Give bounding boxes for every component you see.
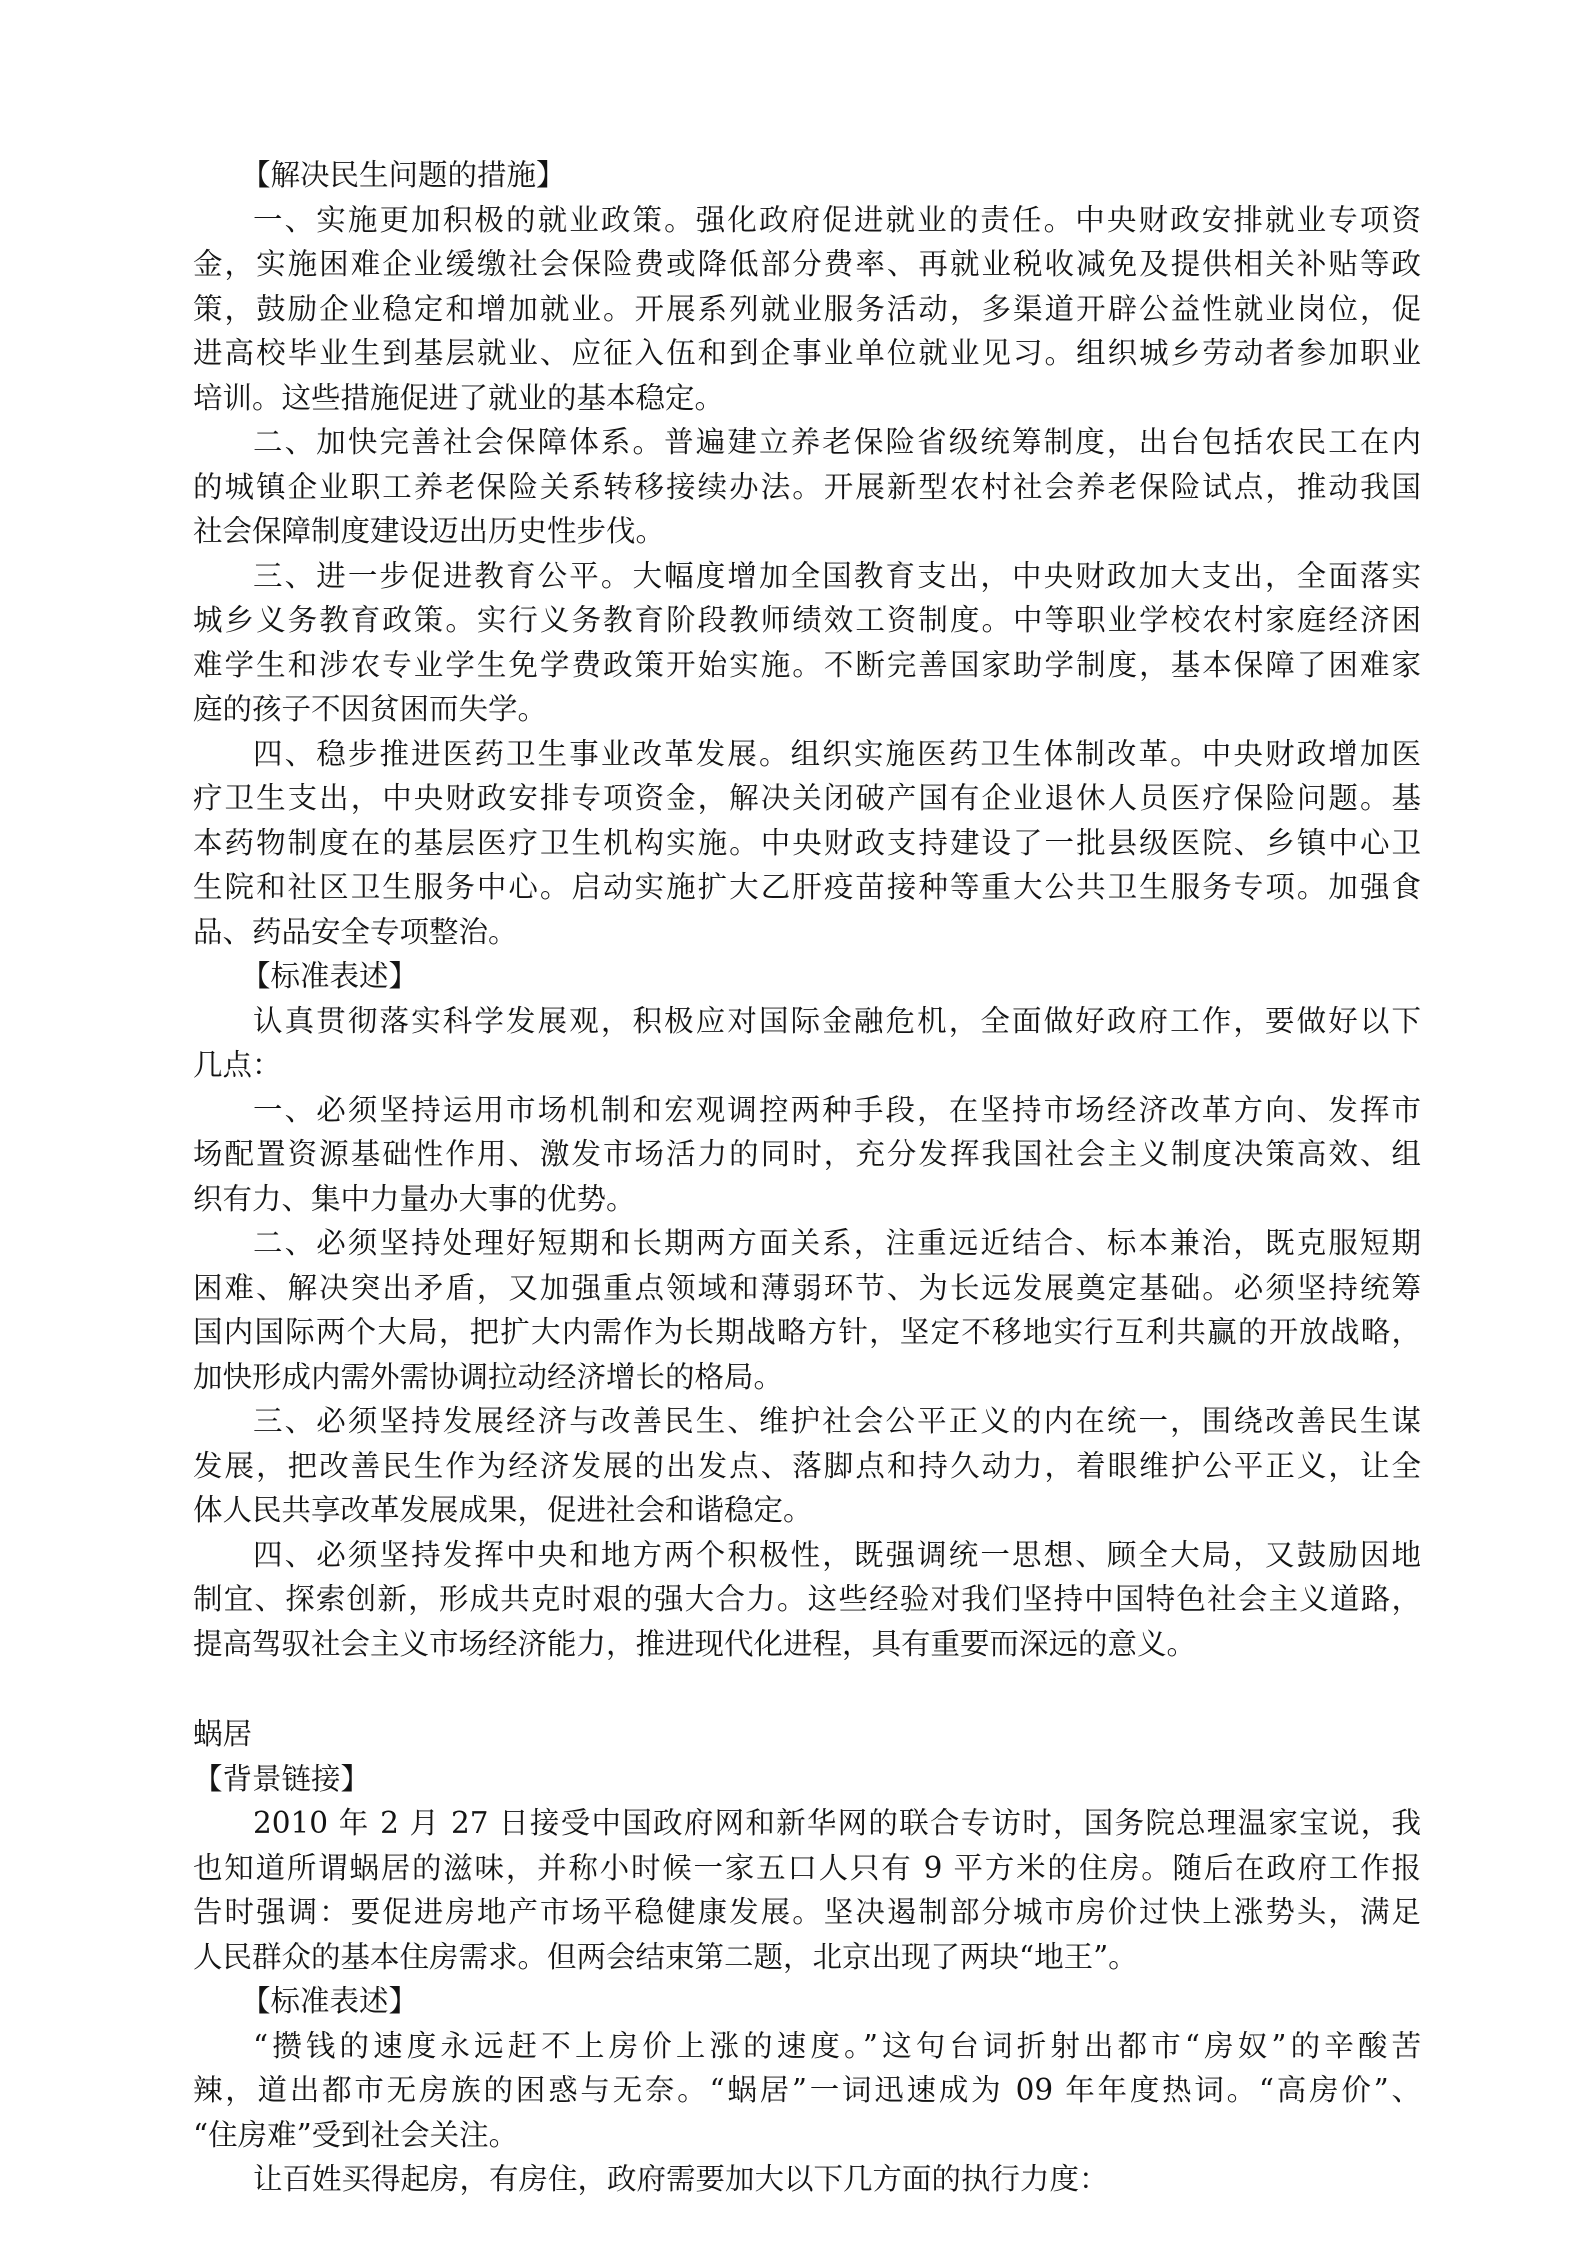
- text-line: 策，鼓励企业稳定和增加就业。开展系列就业服务活动，多渠道开辟公益性就业岗位，促: [193, 291, 1421, 326]
- paragraph: [193, 420, 1421, 554]
- text-line: 也知道所谓蜗居的滋味，并称小时候一家五口人只有 9 平方米的住房。随后在政府工作报: [193, 1850, 1421, 1885]
- paragraph: [193, 2157, 1421, 2202]
- text-line: 几点：: [193, 1048, 282, 1082]
- text-line: 本药物制度在的基层医疗卫生机构实施。中央财政支持建设了一批县级医院、乡镇中心卫: [193, 825, 1421, 860]
- text-line: 人民群众的基本住房需求。但两会结束第二题，北京出现了两块“地王”。: [193, 1939, 1138, 1974]
- paragraph: [193, 2024, 1421, 2158]
- paragraph: [193, 1221, 1421, 1399]
- text-line: 一、必须坚持运用市场机制和宏观调控两种手段，在坚持市场经济改革方向、发挥市: [253, 1092, 1421, 1127]
- text-line: 2010 年 2 月 27 日接受中国政府网和新华网的联合专访时，国务院总理温家宝说，我: [253, 1806, 1421, 1840]
- paragraph: [193, 554, 1421, 732]
- section-heading: 【背景链接】: [193, 1761, 371, 1796]
- text-line: 制宜、探索创新，形成共克时艰的强大合力。这些经验对我们坚持中国特色社会主义道路，: [193, 1582, 1421, 1616]
- text-line: 品、药品安全专项整治。: [193, 914, 518, 949]
- text-line: 提高驾驭社会主义市场经济能力，推进现代化进程，具有重要而深远的意义。: [193, 1626, 1197, 1661]
- text-line: 进高校毕业生到基层就业、应征入伍和到企事业单位就业见习。组织城乡劳动者参加职业: [193, 336, 1421, 370]
- text-line: 难学生和涉农专业学生免学费政策开始实施。不断完善国家助学制度，基本保障了困难家: [193, 647, 1421, 682]
- text-line: 二、加快完善社会保障体系。普遍建立养老保险省级统筹制度，出台包括农民工在内: [253, 425, 1421, 459]
- paragraph: [193, 1399, 1421, 1533]
- text-line: 疗卫生支出，中央财政安排专项资金，解决关闭破产国有企业退休人员医疗保险问题。基: [193, 781, 1421, 815]
- text-line: 二、必须坚持处理好短期和长期两方面关系，注重远近结合、标本兼治，既克服短期: [253, 1226, 1421, 1260]
- text-line: 三、进一步促进教育公平。大幅度增加全国教育支出，中央财政加大支出，全面落实: [253, 558, 1421, 593]
- text-line: 生院和社区卫生服务中心。启动实施扩大乙肝疫苗接种等重大公共卫生服务专项。加强食: [193, 870, 1421, 904]
- text-line: 四、稳步推进医药卫生事业改革发展。组织实施医药卫生体制改革。中央财政增加医: [253, 736, 1421, 771]
- text-line: 场配置资源基础性作用、激发市场活力的同时，充分发挥我国社会主义制度决策高效、组: [193, 1137, 1421, 1171]
- text-line: 四、必须坚持发挥中央和地方两个积极性，既强调统一思想、顾全大局，又鼓励因地: [253, 1537, 1421, 1572]
- text-line: 城乡义务教育政策。实行义务教育阶段教师绩效工资制度。中等职业学校农村家庭经济困: [193, 603, 1421, 637]
- text-line: 国内国际两个大局，把扩大内需作为长期战略方针，坚定不移地实行互利共赢的开放战略，: [193, 1315, 1421, 1349]
- section-spacer: [193, 1666, 1421, 1712]
- paragraph: [193, 1533, 1421, 1667]
- text-line: 一、实施更加积极的就业政策。强化政府促进就业的责任。中央财政安排就业专项资: [253, 202, 1421, 237]
- text-line: 辣，道出都市无房族的困惑与无奈。“蜗居”一词迅速成为 09 年年度热词。“高房价”、: [193, 2073, 1421, 2107]
- paragraph: [193, 1088, 1421, 1222]
- text-line: 培训。这些措施促进了就业的基本稳定。: [193, 380, 725, 415]
- text-line: 体人民共享改革发展成果，促进社会和谐稳定。: [193, 1493, 813, 1527]
- text-line: 认真贯彻落实科学发展观，积极应对国际金融危机，全面做好政府工作，要做好以下: [253, 1003, 1421, 1038]
- text-line: 社会保障制度建设迈出历史性步伐。: [193, 514, 666, 548]
- section-heading: 【解决民生问题的措施】: [241, 158, 566, 192]
- text-line: “攒钱的速度永远赶不上房价上涨的速度。”这句台词折射出都市“房奴”的辛酸苦: [253, 2028, 1421, 2063]
- text-line: 织有力、集中力量办大事的优势。: [193, 1181, 636, 1216]
- text-line: 的城镇企业职工养老保险关系转移接续办法。开展新型农村社会养老保险试点，推动我国: [193, 469, 1421, 504]
- text-line: 告时强调：要促进房地产市场平稳健康发展。坚决遏制部分城市房价过快上涨势头，满足: [193, 1895, 1421, 1929]
- section-heading: 【标准表述】: [241, 959, 419, 993]
- paragraph: [193, 732, 1421, 955]
- topic-title: 蜗居: [193, 1717, 253, 1751]
- text-line: 金，实施困难企业缓缴社会保险费或降低部分费率、再就业税收减免及提供相关补贴等政: [193, 247, 1421, 281]
- text-line: 加快形成内需外需协调拉动经济增长的格局。: [193, 1359, 784, 1394]
- paragraph: [193, 999, 1421, 1088]
- text-line: 庭的孩子不因贫困而失学。: [193, 692, 548, 726]
- paragraph: [193, 198, 1421, 421]
- text-line: 困难、解决突出矛盾，又加强重点领域和薄弱环节、为长远发展奠定基础。必须坚持统筹: [193, 1270, 1421, 1305]
- text-line: 让百姓买得起房，有房住，政府需要加大以下几方面的执行力度：: [253, 2162, 1109, 2196]
- text-line: 发展，把改善民生作为经济发展的出发点、落脚点和持久动力，着眼维护公平正义，让全: [193, 1448, 1421, 1483]
- section-heading: 【标准表述】: [241, 1984, 419, 2018]
- text-line: 三、必须坚持发展经济与改善民生、维护社会公平正义的内在统一，围绕改善民生谋: [253, 1404, 1421, 1438]
- text-line: “住房难”受到社会关注。: [193, 2117, 519, 2152]
- document-page: [193, 153, 1421, 2202]
- paragraph: [193, 1801, 1421, 1979]
